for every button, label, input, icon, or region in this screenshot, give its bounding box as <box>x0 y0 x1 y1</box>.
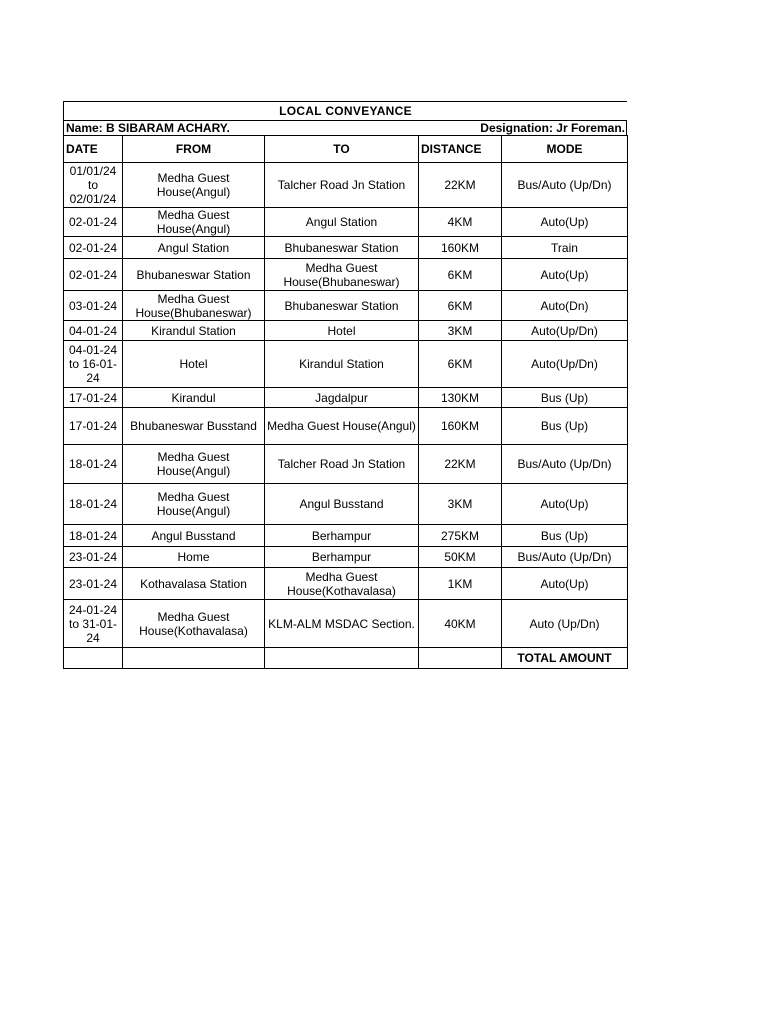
cell-mode: Auto(Up) <box>502 568 628 600</box>
cell-distance: 1KM <box>419 568 502 600</box>
cell-mode: Auto(Up) <box>502 208 628 237</box>
cell-mode: Auto(Dn) <box>502 291 628 321</box>
cell-date: 03-01-24 <box>64 291 123 321</box>
cell-from: Medha Guest House(Angul) <box>123 208 265 237</box>
cell-from: Bhubaneswar Station <box>123 259 265 291</box>
cell-mode: Bus (Up) <box>502 408 628 445</box>
cell-distance: 130KM <box>419 388 502 408</box>
cell-distance: 275KM <box>419 525 502 547</box>
cell-from: Kothavalasa Station <box>123 568 265 600</box>
meta-row <box>63 120 627 135</box>
cell-distance: 160KM <box>419 237 502 259</box>
cell-distance: 3KM <box>419 484 502 525</box>
col-header-from: FROM <box>123 136 265 163</box>
table-row <box>64 341 628 388</box>
cell-from: Home <box>123 547 265 568</box>
total-amount-label: TOTAL AMOUNT <box>502 648 628 669</box>
title-row <box>63 101 627 120</box>
table-row <box>64 388 628 408</box>
cell-from: Medha Guest House(Angul) <box>123 163 265 208</box>
conveyance-table <box>63 135 628 669</box>
cell-to: Hotel <box>265 321 419 341</box>
cell-from: Medha Guest House(Bhubaneswar) <box>123 291 265 321</box>
cell-distance: 6KM <box>419 341 502 388</box>
cell-to: KLM-ALM MSDAC Section. <box>265 600 419 648</box>
cell-from: Hotel <box>123 341 265 388</box>
cell-mode: Auto(Up) <box>502 484 628 525</box>
cell-from: Medha Guest House(Angul) <box>123 484 265 525</box>
cell-distance: 4KM <box>419 208 502 237</box>
table-row <box>64 525 628 547</box>
cell-to: Bhubaneswar Station <box>265 237 419 259</box>
cell-from: Kirandul <box>123 388 265 408</box>
total-row <box>64 648 628 669</box>
cell-to: Talcher Road Jn Station <box>265 445 419 484</box>
table-row <box>64 484 628 525</box>
cell-mode: Auto(Up) <box>502 259 628 291</box>
cell-distance: 22KM <box>419 163 502 208</box>
cell-to: Bhubaneswar Station <box>265 291 419 321</box>
col-header-mode: MODE <box>502 136 628 163</box>
cell-date: 24-01-24 to 31-01-24 <box>64 600 123 648</box>
conveyance-sheet <box>63 101 627 669</box>
cell-date: 23-01-24 <box>64 568 123 600</box>
cell-mode: Bus/Auto (Up/Dn) <box>502 547 628 568</box>
cell-date: 18-01-24 <box>64 445 123 484</box>
table-row <box>64 321 628 341</box>
table-row <box>64 163 628 208</box>
header-row <box>64 136 628 163</box>
cell-date: 01/01/24 to 02/01/24 <box>64 163 123 208</box>
cell-distance: 40KM <box>419 600 502 648</box>
employee-designation: Designation: Jr Foreman. <box>480 121 625 135</box>
table-row <box>64 568 628 600</box>
table-row <box>64 237 628 259</box>
cell-from: Angul Busstand <box>123 525 265 547</box>
col-header-distance: DISTANCE <box>419 136 502 163</box>
sheet-title: LOCAL CONVEYANCE <box>279 104 412 118</box>
cell-mode: Auto(Up/Dn) <box>502 321 628 341</box>
table-row <box>64 291 628 321</box>
cell-date: 02-01-24 <box>64 237 123 259</box>
cell-to: Medha Guest House(Angul) <box>265 408 419 445</box>
cell-mode: Auto (Up/Dn) <box>502 600 628 648</box>
cell-mode: Bus (Up) <box>502 388 628 408</box>
table-row <box>64 408 628 445</box>
cell-distance: 50KM <box>419 547 502 568</box>
cell-from: Bhubaneswar Busstand <box>123 408 265 445</box>
cell-to: Angul Busstand <box>265 484 419 525</box>
cell-to: Berhampur <box>265 547 419 568</box>
cell-distance: 6KM <box>419 259 502 291</box>
total-empty-cell <box>123 648 265 669</box>
cell-date: 23-01-24 <box>64 547 123 568</box>
cell-mode: Bus (Up) <box>502 525 628 547</box>
cell-from: Medha Guest House(Kothavalasa) <box>123 600 265 648</box>
table-row <box>64 547 628 568</box>
cell-distance: 3KM <box>419 321 502 341</box>
cell-from: Kirandul Station <box>123 321 265 341</box>
cell-distance: 22KM <box>419 445 502 484</box>
cell-date: 04-01-24 to 16-01-24 <box>64 341 123 388</box>
cell-mode: Bus/Auto (Up/Dn) <box>502 445 628 484</box>
cell-mode: Bus/Auto (Up/Dn) <box>502 163 628 208</box>
cell-to: Medha Guest House(Kothavalasa) <box>265 568 419 600</box>
cell-to: Medha Guest House(Bhubaneswar) <box>265 259 419 291</box>
cell-to: Talcher Road Jn Station <box>265 163 419 208</box>
cell-distance: 6KM <box>419 291 502 321</box>
table-row <box>64 259 628 291</box>
total-empty-cell <box>64 648 123 669</box>
table-row <box>64 445 628 484</box>
cell-date: 02-01-24 <box>64 208 123 237</box>
cell-to: Kirandul Station <box>265 341 419 388</box>
cell-date: 17-01-24 <box>64 388 123 408</box>
cell-date: 02-01-24 <box>64 259 123 291</box>
cell-to: Jagdalpur <box>265 388 419 408</box>
employee-name: Name: B SIBARAM ACHARY. <box>66 121 230 135</box>
cell-date: 04-01-24 <box>64 321 123 341</box>
cell-to: Angul Station <box>265 208 419 237</box>
cell-mode: Auto(Up/Dn) <box>502 341 628 388</box>
cell-distance: 160KM <box>419 408 502 445</box>
total-empty-cell <box>265 648 419 669</box>
cell-to: Berhampur <box>265 525 419 547</box>
cell-date: 17-01-24 <box>64 408 123 445</box>
cell-from: Angul Station <box>123 237 265 259</box>
table-row <box>64 208 628 237</box>
table-row <box>64 600 628 648</box>
total-empty-cell <box>419 648 502 669</box>
cell-date: 18-01-24 <box>64 525 123 547</box>
cell-date: 18-01-24 <box>64 484 123 525</box>
cell-from: Medha Guest House(Angul) <box>123 445 265 484</box>
cell-mode: Train <box>502 237 628 259</box>
col-header-to: TO <box>265 136 419 163</box>
col-header-date: DATE <box>64 136 123 163</box>
